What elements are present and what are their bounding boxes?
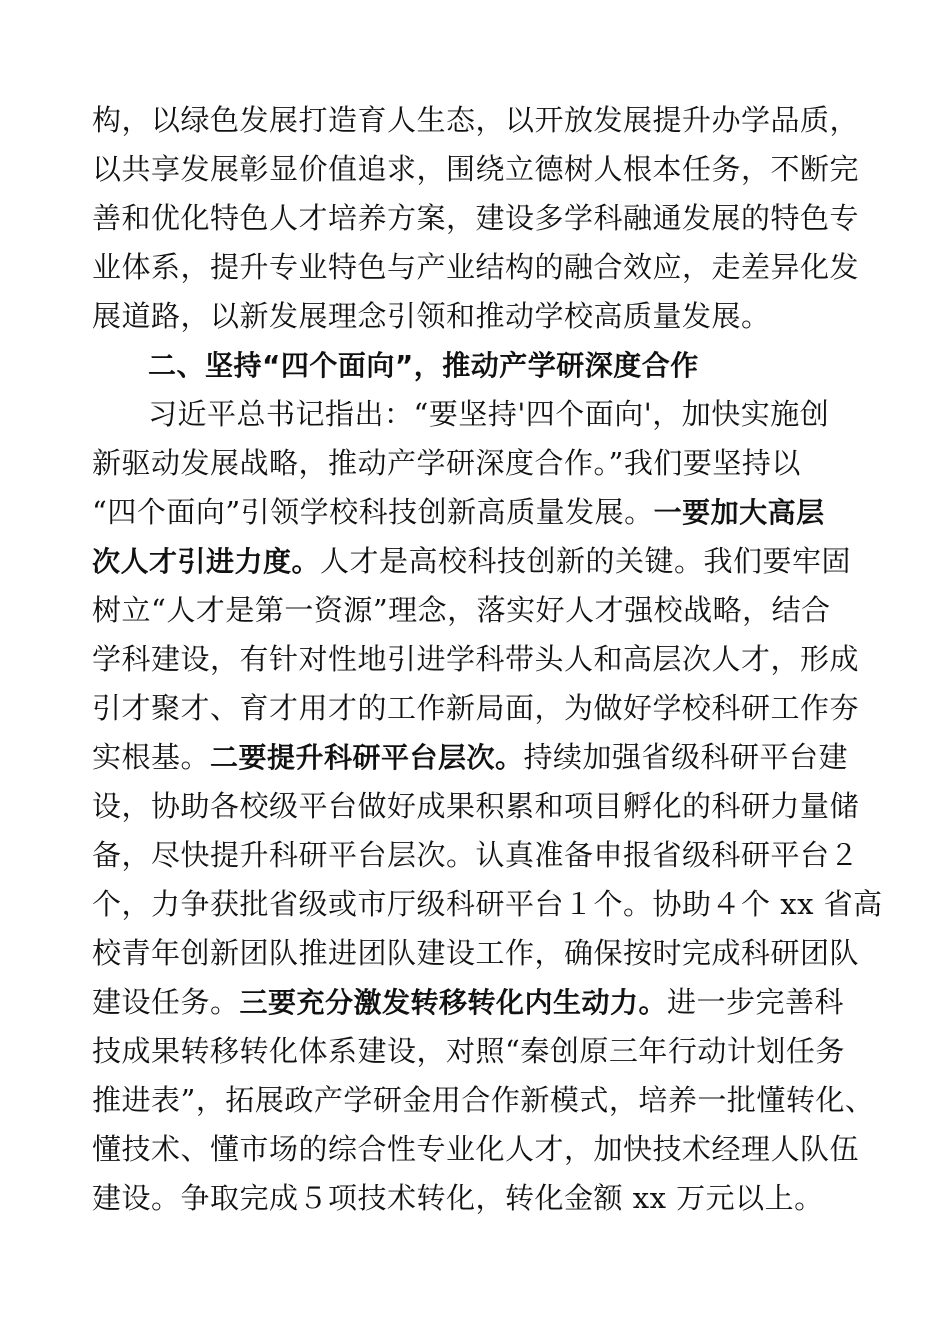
paragraph-line: 构，以绿色发展打造育人生态，以开放发展提升办学品质， — [92, 103, 860, 137]
text-run: 进一步完善科 — [667, 985, 845, 1019]
paragraph-line: 推进表”，拓展政产学研金用合作新模式，培养一批懂转化、 — [92, 1083, 875, 1117]
text-run: 实根基。 — [92, 740, 211, 774]
bold-run: 一要加大高层 — [653, 496, 825, 529]
paragraph-line: 学科建设，有针对性地引进学科带头人和高层次人才，形成 — [92, 642, 860, 676]
bold-run: 二要提升科研平台层次。 — [210, 741, 524, 774]
text-run: 持续加强省级科研平台建 — [523, 740, 849, 774]
paragraph-line: 技成果转移转化体系建设，对照“秦创原三年行动计划任务 — [92, 1034, 845, 1068]
paragraph-line: 展道路，以新发展理念引领和推动学校高质量发展。 — [92, 299, 771, 333]
paragraph-line: 业体系，提升专业特色与产业结构的融合效应，走差异化发 — [92, 250, 860, 284]
bold-run: 三要充分激发转移转化内生动力。 — [239, 986, 668, 1019]
section-heading: 二、坚持“四个面向”，推动产学研深度合作 — [148, 349, 699, 382]
paragraph-line: 以共享发展彰显价值追求，围绕立德树人根本任务，不断完 — [92, 152, 860, 186]
text-run: 人才是高校科技创新的关键。我们要牢固 — [320, 544, 852, 578]
bold-run: 次人才引进力度。 — [92, 545, 321, 578]
paragraph-line: 习近平总书记指出：“要坚持'四个面向'，加快实施创 — [148, 397, 830, 431]
paragraph-line — [92, 488, 860, 537]
document-page — [92, 96, 883, 1223]
paragraph-line: 建设。争取完成５项技术转化，转化金额 xx 万元以上。 — [92, 1181, 824, 1215]
paragraph-line: 个，力争获批省级或市厅级科研平台１个。协助４个 xx 省高 — [92, 887, 883, 921]
paragraph-line — [92, 978, 860, 1027]
paragraph-line: 善和优化特色人才培养方案，建设多学科融通发展的特色专 — [92, 201, 860, 235]
paragraph-line: 校青年创新团队推进团队建设工作，确保按时完成科研团队 — [92, 936, 860, 970]
paragraph-line — [92, 733, 860, 782]
text-run: “四个面向”引领学校科技创新高质量发展。 — [92, 495, 654, 529]
paragraph-line: 懂技术、懂市场的综合性专业化人才，加快技术经理人队伍 — [92, 1132, 860, 1166]
paragraph-line — [92, 537, 860, 586]
paragraph-line: 设，协助各校级平台做好成果积累和项目孵化的科研力量储 — [92, 789, 860, 823]
text-run: 建设任务。 — [92, 985, 240, 1019]
paragraph-line: 备，尽快提升科研平台层次。认真准备申报省级科研平台２ — [92, 838, 860, 872]
paragraph-line: 树立“人才是第一资源”理念，落实好人才强校战略，结合 — [92, 593, 831, 627]
paragraph-line: 引才聚才、育才用才的工作新局面，为做好学校科研工作夯 — [92, 691, 860, 725]
paragraph-line: 新驱动发展战略，推动产学研深度合作。”我们要坚持以 — [92, 446, 801, 480]
